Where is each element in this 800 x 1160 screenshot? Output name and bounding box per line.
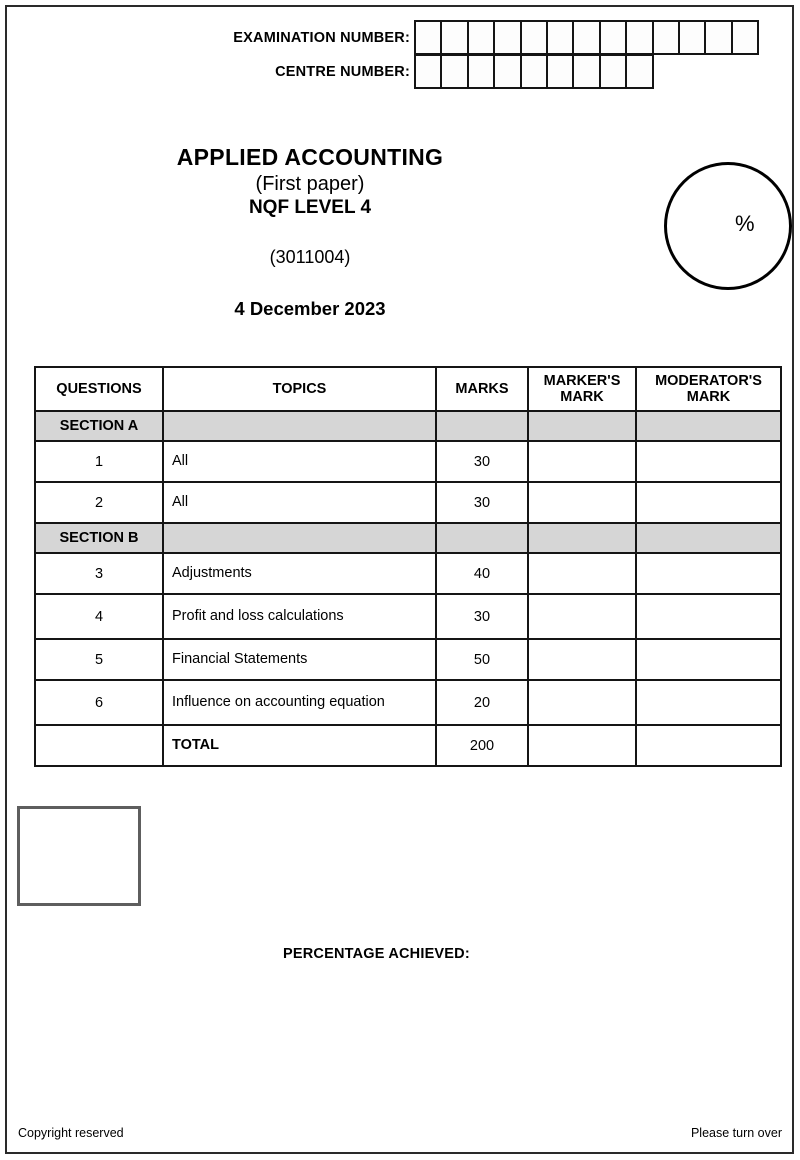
cell-topic: TOTAL: [163, 725, 436, 766]
subject-code: (3011004): [269, 246, 351, 267]
table-row: [35, 441, 781, 482]
cell-moderators-mark: [636, 523, 781, 553]
nqf-level: NQF LEVEL 4: [248, 197, 372, 219]
paper-subtitle: (First paper): [255, 173, 365, 196]
cell-question: 2: [35, 482, 163, 523]
centre-number-cell[interactable]: [493, 54, 521, 89]
cell-markers-mark[interactable]: [528, 553, 636, 594]
cell-marks: [436, 523, 528, 553]
cell-question: SECTION B: [35, 523, 163, 553]
centre-number-cell[interactable]: [625, 54, 653, 89]
cell-marks: 200: [436, 725, 528, 766]
cell-marks: 40: [436, 553, 528, 594]
cell-marks: 30: [436, 482, 528, 523]
examination-number-cell[interactable]: [678, 20, 706, 55]
examination-number-cell[interactable]: [599, 20, 627, 55]
column-header-topics: TOPICS: [163, 367, 436, 411]
cell-moderators-mark[interactable]: [636, 441, 781, 482]
cell-markers-mark: [528, 523, 636, 553]
percentage-circle: [664, 162, 792, 290]
cell-marks: [436, 411, 528, 441]
centre-number-cell[interactable]: [520, 54, 548, 89]
cell-topic: Financial Statements: [163, 639, 436, 680]
percent-symbol: %: [735, 211, 755, 236]
cell-moderators-mark[interactable]: [636, 725, 781, 766]
examination-number-cell[interactable]: [493, 20, 521, 55]
examination-number-cell[interactable]: [625, 20, 653, 55]
cell-markers-mark[interactable]: [528, 680, 636, 725]
examination-number-input-grid[interactable]: [414, 20, 759, 55]
column-header-moderators-mark: MODERATOR'S MARK: [636, 367, 781, 411]
cell-markers-mark[interactable]: [528, 482, 636, 523]
cell-question: 4: [35, 594, 163, 639]
cell-moderators-mark[interactable]: [636, 553, 781, 594]
page-footer: [18, 1126, 782, 1140]
cell-question: 5: [35, 639, 163, 680]
cell-marks: 20: [436, 680, 528, 725]
table-total-row: [35, 725, 781, 766]
footer-turn-over: Please turn over: [690, 1126, 782, 1140]
exam-date: 4 December 2023: [234, 297, 386, 319]
cell-markers-mark[interactable]: [528, 441, 636, 482]
table-row: [35, 482, 781, 523]
cell-topic: Adjustments: [163, 553, 436, 594]
column-header-markers-mark: MARKER'S MARK: [528, 367, 636, 411]
examination-number-cell[interactable]: [520, 20, 548, 55]
examination-number-row: [0, 20, 800, 56]
cell-question: SECTION A: [35, 411, 163, 441]
cell-question: 3: [35, 553, 163, 594]
cell-topic: Profit and loss calculations: [163, 594, 436, 639]
table-row: [35, 680, 781, 725]
cell-markers-mark[interactable]: [528, 725, 636, 766]
examination-number-cell[interactable]: [572, 20, 600, 55]
column-header-marks: MARKS: [436, 367, 528, 411]
cell-markers-mark[interactable]: [528, 594, 636, 639]
footer-copyright: Copyright reserved: [18, 1126, 124, 1140]
cell-marks: 30: [436, 594, 528, 639]
cell-question: 1: [35, 441, 163, 482]
examination-number-cell[interactable]: [414, 20, 442, 55]
centre-number-row: [0, 54, 800, 90]
cell-topic: [163, 523, 436, 553]
table-section-row: [35, 411, 781, 441]
cell-markers-mark[interactable]: [528, 639, 636, 680]
cell-topic: Influence on accounting equation: [163, 680, 436, 725]
marker-signature-box[interactable]: [17, 806, 141, 906]
cell-marks: 50: [436, 639, 528, 680]
cell-moderators-mark: [636, 411, 781, 441]
cell-question: [35, 725, 163, 766]
marks-summary-table: [34, 366, 782, 767]
table-row: [35, 594, 781, 639]
cell-topic: All: [163, 482, 436, 523]
candidate-number-block: [0, 20, 800, 90]
centre-number-cell[interactable]: [546, 54, 574, 89]
table-row: [35, 639, 781, 680]
cell-topic: All: [163, 441, 436, 482]
centre-number-cell[interactable]: [467, 54, 495, 89]
centre-number-label: CENTRE NUMBER:: [275, 64, 410, 80]
percentage-achieved-label: PERCENTAGE ACHIEVED:: [283, 946, 470, 962]
examination-number-cell[interactable]: [704, 20, 732, 55]
examination-number-cell[interactable]: [546, 20, 574, 55]
table-header-row: [35, 367, 781, 411]
cell-question: 6: [35, 680, 163, 725]
table-section-row: [35, 523, 781, 553]
cell-markers-mark: [528, 411, 636, 441]
centre-number-cell[interactable]: [414, 54, 442, 89]
centre-number-cell[interactable]: [599, 54, 627, 89]
table-row: [35, 553, 781, 594]
cell-moderators-mark[interactable]: [636, 639, 781, 680]
cell-moderators-mark[interactable]: [636, 680, 781, 725]
centre-number-input-grid[interactable]: [414, 54, 654, 89]
centre-number-cell[interactable]: [440, 54, 468, 89]
page-title: APPLIED ACCOUNTING: [176, 144, 444, 170]
examination-number-cell[interactable]: [467, 20, 495, 55]
centre-number-cell[interactable]: [572, 54, 600, 89]
examination-number-cell[interactable]: [440, 20, 468, 55]
examination-number-cell[interactable]: [731, 20, 759, 55]
cell-marks: 30: [436, 441, 528, 482]
cell-topic: [163, 411, 436, 441]
column-header-questions: QUESTIONS: [35, 367, 163, 411]
cell-moderators-mark[interactable]: [636, 594, 781, 639]
cell-moderators-mark[interactable]: [636, 482, 781, 523]
examination-number-label: EXAMINATION NUMBER:: [233, 30, 410, 46]
examination-number-cell[interactable]: [652, 20, 680, 55]
title-block: [0, 144, 620, 320]
